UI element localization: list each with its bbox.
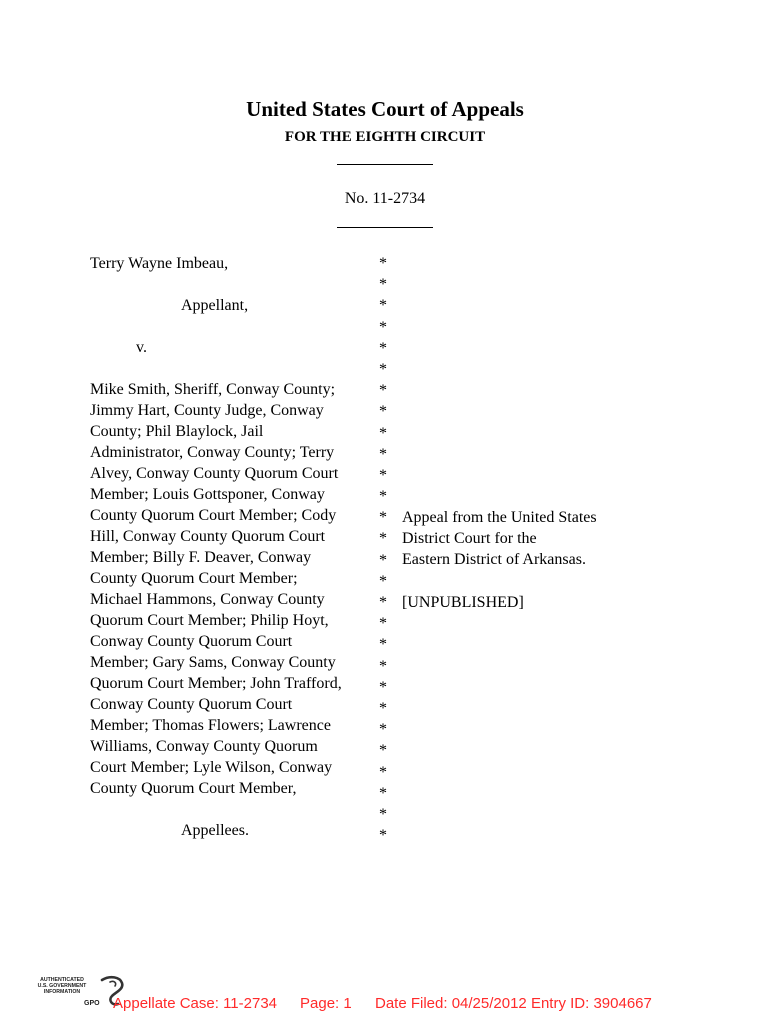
caption-star: *: [379, 615, 387, 633]
caption-star: *: [379, 572, 387, 590]
caption-line: County Quorum Court Member;: [90, 570, 298, 587]
unpublished-status: [UNPUBLISHED]: [402, 593, 524, 611]
logo-text-gpo: GPO: [84, 1000, 100, 1007]
versus-label: v.: [136, 339, 147, 356]
caption-line: [90, 316, 342, 337]
appeal-from-line: Appeal from the United States: [402, 509, 597, 526]
caption-star: *: [379, 636, 387, 654]
caption-star: *: [379, 721, 387, 739]
caption-line: Administrator, Conway County; Terry: [90, 444, 335, 461]
logo-text-government: U.S. GOVERNMENT: [37, 983, 87, 989]
caption-star-column: [379, 253, 387, 846]
caption-star: *: [379, 699, 387, 717]
caption-star: *: [379, 509, 387, 527]
caption-line: [90, 799, 342, 820]
caption-line: Member; Thomas Flowers; Lawrence: [90, 717, 331, 734]
caption-star: *: [379, 805, 387, 823]
caption-star: *: [379, 784, 387, 802]
footer-case-number: Appellate Case: 11-2734: [113, 995, 278, 1012]
caption-star: *: [379, 678, 387, 696]
caption-line: Member; Louis Gottsponer, Conway: [90, 486, 325, 503]
caption-line: County; Phil Blaylock, Jail: [90, 423, 264, 440]
caption-line: Conway County Quorum Court: [90, 696, 293, 713]
caption-star: *: [379, 276, 387, 294]
logo-text-information: INFORMATION: [43, 989, 81, 995]
divider-rule-bottom: [337, 227, 433, 228]
caption-star: *: [379, 445, 387, 463]
caption-star: *: [379, 594, 387, 611]
caption-line: Williams, Conway County Quorum: [90, 738, 318, 755]
caption-star: *: [379, 318, 387, 336]
caption-line: Michael Hammons, Conway County: [90, 591, 325, 608]
caption-line: Court Member; Lyle Wilson, Conway: [90, 759, 333, 776]
caption-line: Member; Billy F. Deaver, Conway: [90, 549, 312, 566]
caption-star: *: [379, 424, 387, 442]
caption-line: Alvey, Conway County Quorum Court: [90, 465, 339, 482]
caption-line: Quorum Court Member; Philip Hoyt,: [90, 612, 329, 629]
caption-star: *: [379, 488, 387, 506]
caption-star: *: [379, 255, 387, 272]
divider-rule-top: [337, 164, 433, 165]
caption-line: Hill, Conway County Quorum Court: [90, 528, 326, 545]
appeal-court-line: District Court for the: [402, 530, 537, 548]
caption-line: [90, 274, 342, 295]
caption-star: *: [379, 403, 387, 421]
caption-line: Member; Gary Sams, Conway County: [90, 654, 336, 671]
caption-line: [90, 358, 342, 379]
caption-star: *: [379, 551, 387, 569]
caption-star: *: [379, 763, 387, 781]
caption-star: *: [379, 382, 387, 400]
caption-line: Mike Smith, Sheriff, Conway County;: [90, 381, 336, 398]
caption-star: *: [379, 827, 387, 845]
appellees-label: Appellees.: [181, 822, 249, 839]
caption-star: *: [379, 339, 387, 357]
footer-date-filed: Date Filed: 04/25/2012 Entry ID: 3904667: [375, 995, 652, 1012]
caption-line: County Quorum Court Member; Cody: [90, 507, 337, 524]
caption-star: *: [379, 657, 387, 675]
caption-line: Jimmy Hart, County Judge, Conway: [90, 402, 324, 419]
court-title: United States Court of Appeals: [246, 97, 524, 121]
caption-line: Conway County Quorum Court: [90, 633, 293, 650]
caption-line: Quorum Court Member; John Trafford,: [90, 675, 342, 692]
filing-footer: [113, 995, 652, 1013]
case-caption: [90, 253, 342, 841]
appellant-label: Appellant,: [181, 297, 249, 314]
circuit-subtitle: FOR THE EIGHTH CIRCUIT: [284, 129, 486, 145]
appeal-district-line: Eastern District of Arkansas.: [402, 551, 586, 569]
caption-line: County Quorum Court Member,: [90, 780, 297, 797]
caption-star: *: [379, 297, 387, 315]
logo-text-authenticated: AUTHENTICATED: [40, 977, 84, 983]
caption-star: *: [379, 742, 387, 760]
appeal-info: [402, 507, 597, 613]
caption-star: *: [379, 466, 387, 484]
caption-star: *: [379, 530, 387, 548]
caption-star: *: [379, 360, 387, 378]
caption-line: Terry Wayne Imbeau,: [90, 255, 229, 272]
case-number: No. 11-2734: [344, 190, 426, 207]
footer-page-number: Page: 1: [300, 995, 352, 1012]
